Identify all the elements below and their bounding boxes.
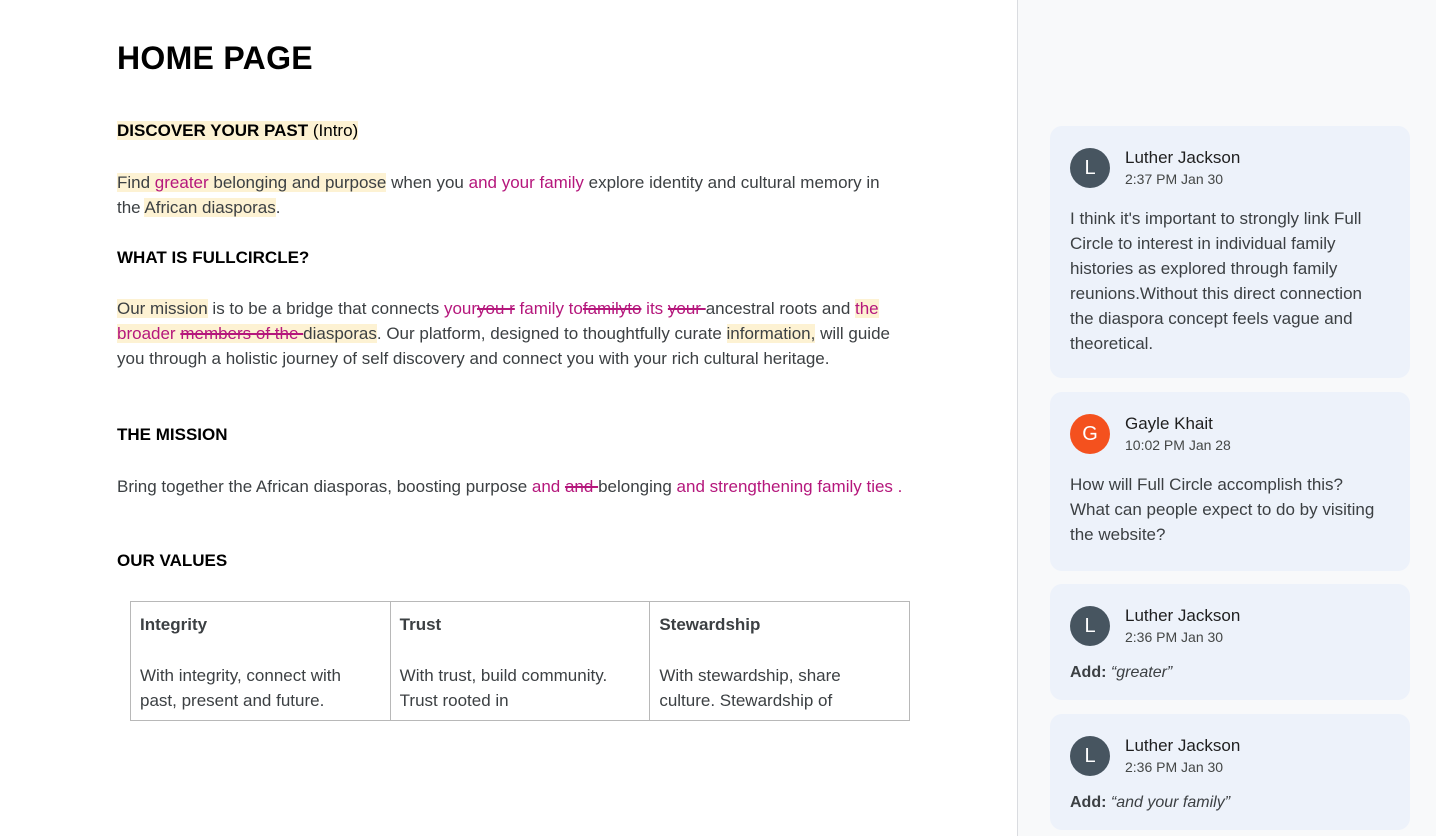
commented-text[interactable]: African diasporas xyxy=(144,198,276,217)
suggestion-delete[interactable]: your xyxy=(667,299,706,318)
cell-title: Integrity xyxy=(140,615,208,634)
avatar[interactable]: G xyxy=(1070,414,1110,454)
commented-text[interactable]: information, xyxy=(726,324,816,343)
cell-text: With trust, build community. Trust rooted in xyxy=(399,666,608,710)
suggestion-delete[interactable]: members of the xyxy=(180,324,304,343)
cell-text: With stewardship, share culture. Stewardship of xyxy=(659,666,841,710)
comment-author: Luther Jackson xyxy=(1125,148,1241,167)
suggestion-insert[interactable]: and strengthening family ties xyxy=(676,477,893,496)
suggestion-card[interactable] xyxy=(1050,714,1410,830)
avatar[interactable]: L xyxy=(1070,606,1110,646)
suggestion-delete[interactable]: familyto xyxy=(582,299,642,318)
suggestion-card[interactable] xyxy=(1050,584,1410,700)
comment-text: I think it's important to strongly link Full Circle to interest in individual family histories as explored through family reunions.Without this direct connection the diaspora concept feels vague and theoretical. xyxy=(1070,209,1362,353)
values-heading: OUR VALUES xyxy=(117,551,228,570)
comment-text: How will Full Circle accomplish this? What can people expect to do by visiting the website? xyxy=(1070,475,1375,544)
suggestion-delete[interactable]: you r xyxy=(477,299,515,318)
comment-time: 2:36 PM Jan 30 xyxy=(1125,629,1224,645)
mission-heading: THE MISSION xyxy=(117,425,228,444)
suggestion-delete[interactable]: and xyxy=(564,477,599,496)
suggestion-insert[interactable]: family to xyxy=(514,299,583,318)
avatar[interactable]: L xyxy=(1070,736,1110,776)
suggestion-insert[interactable]: and your family xyxy=(468,173,584,192)
comment-author: Luther Jackson xyxy=(1125,606,1241,625)
comment-time: 2:36 PM Jan 30 xyxy=(1125,759,1224,775)
comments-sidebar xyxy=(1018,0,1436,836)
table-cell-trust[interactable] xyxy=(390,602,650,721)
mission-paragraph[interactable]: Bring together the African diasporas, boosting purpose and and belonging and strengthening family ties . xyxy=(117,477,903,496)
table-cell-stewardship[interactable] xyxy=(650,602,910,721)
suggestion-insert[interactable]: and xyxy=(531,477,565,496)
suggestion-insert[interactable]: the broader xyxy=(117,299,879,343)
comment-card[interactable] xyxy=(1050,126,1410,378)
what-heading: WHAT IS FULLCIRCLE? xyxy=(117,248,310,267)
intro-heading-text: DISCOVER YOUR PAST xyxy=(117,121,309,140)
values-table[interactable] xyxy=(130,601,910,721)
table-cell-integrity[interactable] xyxy=(131,602,391,721)
page-title: HOME PAGE xyxy=(117,40,313,76)
comment-author: Luther Jackson xyxy=(1125,736,1241,755)
cell-text: With integrity, connect with past, present and future. xyxy=(140,666,341,710)
table-row xyxy=(131,602,910,721)
suggestion-insert[interactable]: your xyxy=(443,299,478,318)
comment-author: Gayle Khait xyxy=(1125,414,1213,433)
suggestion-text: Add: “greater” xyxy=(1070,664,1173,681)
intro-paragraph[interactable]: Find greater belonging and purpose when you and your family explore identity and cultural memory in the African diasporas. xyxy=(117,173,880,217)
cell-title: Trust xyxy=(399,615,442,634)
comment-card[interactable] xyxy=(1050,392,1410,571)
intro-heading xyxy=(117,121,358,141)
comment-time: 10:02 PM Jan 28 xyxy=(1125,437,1231,453)
suggestion-text: Add: “and your family” xyxy=(1070,794,1231,811)
intro-heading-suffix: (Intro) xyxy=(312,121,359,140)
commented-text[interactable]: Our mission xyxy=(117,299,208,318)
cell-title: Stewardship xyxy=(659,615,761,634)
suggestion-insert[interactable]: greater xyxy=(154,173,209,192)
avatar[interactable]: L xyxy=(1070,148,1110,188)
comment-time: 2:37 PM Jan 30 xyxy=(1125,171,1224,187)
suggestion-insert[interactable]: its xyxy=(641,299,668,318)
what-paragraph[interactable]: Our mission is to be a bridge that connects youryou r family tofamilyto its your ancestral roots and the broader members of the diasporas. Our platform, designed to thoughtfully curate information, will guide you through a holistic journey of self discovery and connect you with your rich cultural heritage. xyxy=(117,299,890,368)
